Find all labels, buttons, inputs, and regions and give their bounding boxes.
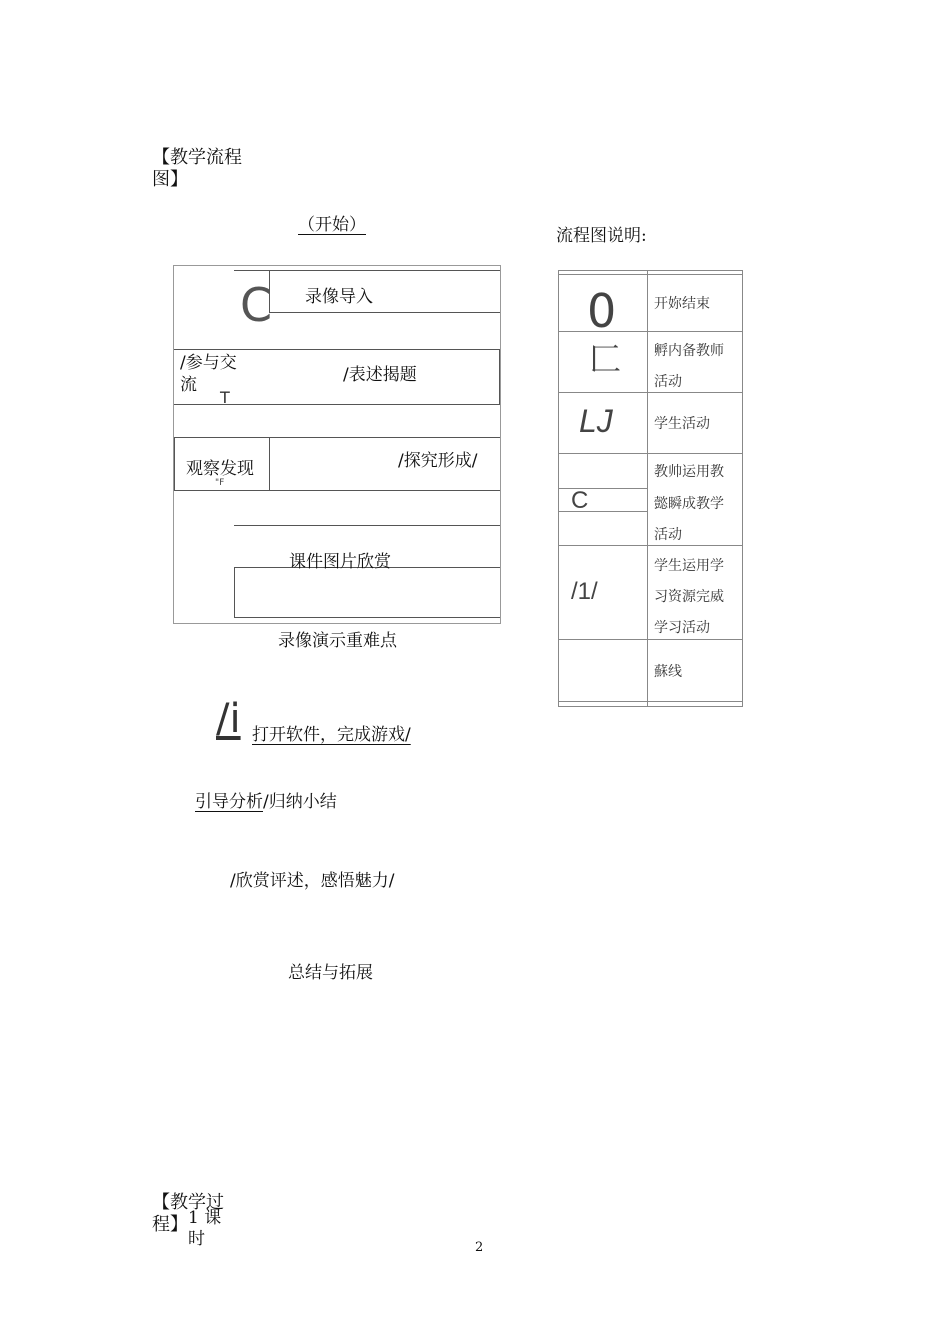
guide-analysis-node — [195, 787, 337, 812]
courseware-node: 课件图片欣赏 — [289, 552, 391, 572]
video-demo-node: 录像演示重难点 — [278, 631, 397, 651]
ellipse-symbol-icon: 0 — [587, 284, 617, 338]
lesson-count-line2: 时 — [188, 1229, 205, 1249]
legend-desc-student-resource-line2: 习资源完威 — [654, 588, 724, 604]
legend-desc-teacher-media-line2: 懿瞬成教学 — [654, 495, 724, 511]
rectangle-symbol-icon: 匚 — [589, 341, 622, 377]
legend-desc-student-resource-line3: 学习活动 — [654, 619, 710, 635]
media-symbol-icon: C — [571, 489, 589, 511]
legend-desc-teacher-media-line3: 活动 — [654, 526, 682, 542]
lesson-count-line1: 1 课 — [188, 1208, 222, 1228]
video-intro-node: 录像导入 — [305, 287, 373, 307]
participate-node-line2: 流 — [180, 375, 197, 395]
legend-desc-student-resource-line1: 学生运用学 — [654, 557, 724, 573]
process-heading-line2: 程】 — [152, 1214, 188, 1235]
flow-heading-line2: 图】 — [152, 169, 188, 190]
guide-analysis-text: 引导分析 — [195, 792, 263, 812]
legend-row — [559, 639, 742, 701]
resource-symbol-icon: /1/ — [571, 578, 598, 605]
legend-desc-start-end: 开妳结束 — [654, 295, 710, 311]
open-software-node: 打开软件，完成游戏/ — [252, 725, 411, 745]
c-glyph: C — [240, 278, 273, 332]
participate-node-line1: /参与交 — [180, 353, 237, 373]
legend-desc-teacher-line2: 活动 — [654, 373, 682, 389]
legend-desc-flowline: 蘇线 — [654, 663, 682, 679]
start-node: （开始） — [298, 215, 366, 235]
conclusion-node: 总结与拓展 — [288, 963, 373, 983]
legend-bottom-line — [559, 701, 742, 702]
legend-inner-line — [559, 511, 647, 512]
appreciate-node: /欣赏评述，感悟魅力/ — [230, 871, 395, 891]
present-topic-node: /表述揭题 — [343, 365, 417, 385]
observe-node: 观察发现 — [186, 459, 254, 479]
page-number: 2 — [475, 1240, 484, 1255]
summarize-text: /归纳小结 — [263, 792, 337, 812]
flow-heading-line1: 【教学流程 — [152, 147, 242, 168]
legend-desc-teacher-media-line1: 教帅运用教 — [654, 463, 724, 479]
legend-desc-teacher-line1: 孵内备教师 — [654, 342, 724, 358]
i-glyph: /i — [216, 696, 241, 742]
legend-table — [558, 270, 743, 707]
f-glyph: "F — [215, 478, 225, 488]
process-heading-line1: 【教学过 — [152, 1192, 224, 1213]
explore-node: /探究形成/ — [398, 451, 478, 471]
legend-title: 流程图说明: — [556, 226, 647, 246]
legend-desc-student: 学生活动 — [654, 415, 710, 431]
t-glyph: T — [220, 388, 230, 407]
parallelogram-symbol-icon: LJ — [579, 403, 613, 439]
